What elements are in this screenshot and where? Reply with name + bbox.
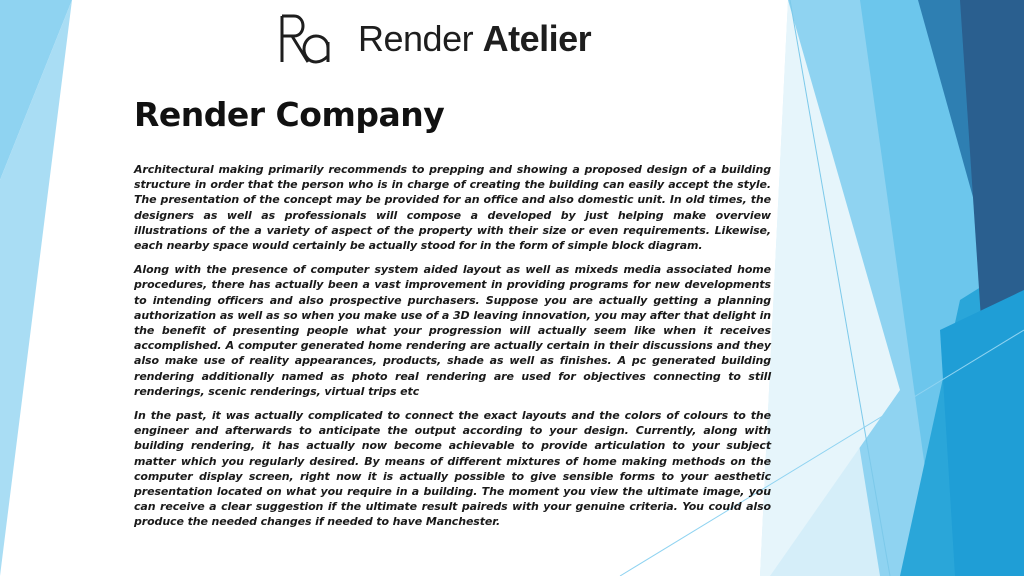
paragraph-3: In the past, it was actually complicated to connect the exact layouts and the colors of colours to the engineer and afterwards to anticipate the output according to your design. Currently, along with building rendering, it has actually now become achievable to provide articulation to your subject matter which you regularly desired. By means of different mixtures of home making methods on the computer display screen, right now it is actually possible to give sensible forms to your aesthetic presentation located on what you require in a building. The moment you view the ultimate image, you can receive a clear suggestion if the ultimate result paireds with your genuine criteria. You could also produce the needed changes if needed to have Manchester.: [134, 409, 771, 529]
brand-name: [358, 18, 591, 60]
paragraph-2: Along with the presence of computer system aided layout as well as mixeds media associated home procedures, there has actually been a vast improvement in providing programs for new developments to intending officers and also prospective purchasers. Suppose you are actually getting a planning authorization as well as so when you make use of a 3D leaving innovation, you may after that delight in the benefit of presenting people what your progression will actually seem like when it receives accomplished. A computer generated home rendering are actually certain in their discussions and they also make use of reality appearances, products, shade as well as finishes. A pc generated building rendering additionally named as photo real rendering are used for objectives connecting to still renderings, scenic renderings, virtual trips etc: [134, 263, 771, 398]
brand-prefix: Render: [358, 18, 483, 59]
paragraph-1: Architectural making primarily recommends to prepping and showing a proposed design of a building structure in order that the person who is in charge of creating the building can easily accept the style. The presentation of the concept may be provided for an office and also domestic unit. In old times, the designers as well as professionals will compose a developed by just helping make overview illustrations of the a variety of aspect of the property with their size or even requirements. Likewise, each nearby space would certainly be actually stood for in the form of simple block diagram.: [134, 163, 771, 253]
page-title: Render Company: [134, 95, 445, 134]
brand-logo: [278, 12, 591, 66]
brand-strong: Atelier: [482, 18, 592, 59]
ra-monogram-icon: [278, 12, 332, 66]
body-text: [134, 162, 771, 539]
right-facet-teal: [940, 290, 1024, 576]
